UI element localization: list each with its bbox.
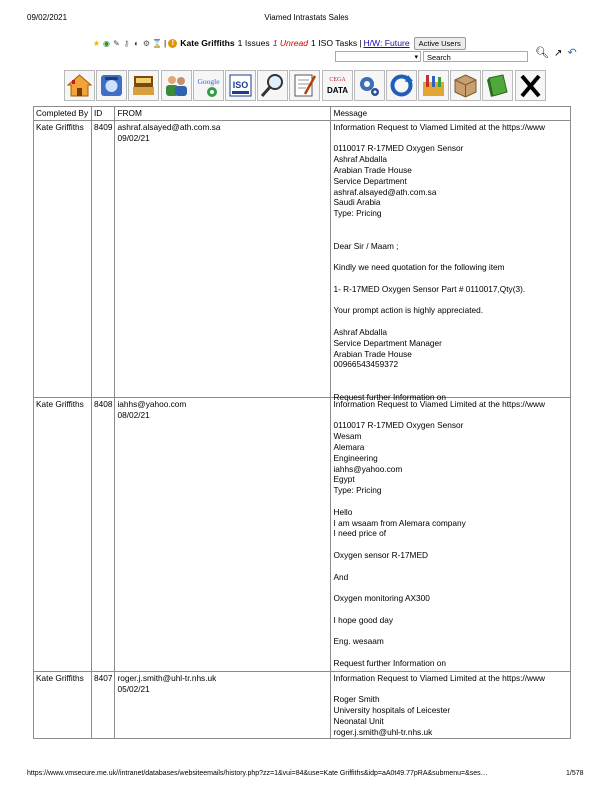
hourglass-icon[interactable]: ⌛	[152, 38, 162, 48]
cell-completed-by: Kate Griffiths	[34, 397, 92, 671]
hw-future-link[interactable]: H/W: Future	[363, 38, 410, 48]
print-header	[0, 13, 613, 25]
toolbar-tools[interactable]	[418, 70, 449, 101]
data-icon	[324, 72, 351, 99]
cell-id: 8409	[92, 120, 115, 397]
globe-icon[interactable]: ◉	[103, 38, 110, 48]
unread-count[interactable]: 1 Unread	[272, 38, 309, 48]
toolbar-search[interactable]	[257, 70, 288, 101]
message-text: Information Request to Viamed Limited at the https://www 0110017 R-17MED Oxygen Sensor Ashraf Abdalla Arabian Trade House Service Department ashraf.alsayed@ath.com.sa Saudi Arabia Type: Pricing Dear Sir / Maam ; Kindly we need quotation for the following item 1- R-17MED Oxygen Sensor Part # 0110017,Qty(3). Your prompt action is highly appreciated. Ashraf Abdalla Service Department Manager Arabian Trade House 00966543459372 Request further Information on	[333, 121, 545, 402]
svg-text:Google: Google	[197, 77, 220, 86]
toolbar-refresh[interactable]	[386, 70, 417, 101]
col-message[interactable]: Message	[331, 107, 571, 121]
from-date: 09/02/21	[117, 132, 150, 143]
messages-table	[33, 106, 571, 739]
print-date: 09/02/2021	[27, 13, 68, 22]
issues-count[interactable]: 1 Issues	[237, 38, 270, 48]
cell-completed-by: Kate Griffiths	[34, 671, 92, 738]
magnifier-icon	[259, 72, 286, 99]
home-icon	[66, 72, 93, 99]
toolbar-book[interactable]	[482, 70, 513, 101]
user-bar	[92, 36, 466, 50]
search-row	[335, 51, 528, 62]
cell-message	[331, 397, 571, 671]
col-id[interactable]: ID	[92, 107, 115, 121]
svg-text:DATA: DATA	[326, 86, 348, 95]
key-icon[interactable]: ⚷	[123, 38, 130, 48]
external-link-icon[interactable]: ↗	[554, 48, 563, 59]
cell-id: 8407	[92, 671, 115, 738]
notepad-icon	[291, 72, 318, 99]
cell-from	[115, 671, 331, 738]
toolbar-settings[interactable]	[354, 70, 385, 101]
from-email[interactable]: iahhs@yahoo.com	[117, 398, 187, 409]
toolbar-home[interactable]	[64, 70, 95, 101]
pen-icon[interactable]: ✎	[113, 38, 120, 48]
col-from[interactable]: FROM	[115, 107, 331, 121]
moon-icon[interactable]: ◐	[134, 38, 139, 48]
message-text: Information Request to Viamed Limited at the https://www Roger Smith University hospitals of Leicester Neonatal Unit roger.j.smith@uhl-tr.nhs.uk	[333, 672, 545, 737]
table-row[interactable]	[34, 671, 571, 738]
page-tools	[535, 46, 579, 59]
cell-from	[115, 397, 331, 671]
iso-icon	[227, 72, 254, 99]
book-icon	[484, 72, 511, 99]
print-title: Viamed Intrastats Sales	[264, 13, 349, 22]
toolbar-till[interactable]	[128, 70, 159, 101]
search-select[interactable]	[335, 51, 421, 62]
table-header-row	[34, 107, 571, 121]
close-x-icon	[517, 72, 544, 99]
search-input[interactable]: Search	[423, 51, 528, 62]
table-row[interactable]	[34, 120, 571, 397]
main-toolbar	[64, 70, 546, 101]
print-url: https://www.vmsecure.me.uk//intranet/databases/websiteemails/history.php?zz=1&vui=84&use=Kate Griffiths&idp=aA0t49.77pRA&submenu=&ses…	[27, 770, 488, 777]
magnifier-icon[interactable]: 🔍︎	[535, 47, 549, 59]
from-date: 08/02/21	[117, 409, 150, 420]
table-row[interactable]	[34, 397, 571, 671]
svg-text:ISO: ISO	[232, 80, 249, 90]
cell-completed-by: Kate Griffiths	[34, 120, 92, 397]
phone-icon	[98, 72, 125, 99]
cash-register-icon	[130, 72, 157, 99]
user-name: Kate Griffiths	[180, 38, 235, 48]
message-text: Information Request to Viamed Limited at the https://www 0110017 R-17MED Oxygen Sensor Wesam Alemara Engineering iahhs@yahoo.com Egypt Type: Pricing Hello I am wsaam from Alemara company I need price of Oxygen sensor R-17MED And Oxygen monitoring AX300 I hope good day Eng. wesaam Request further Information on	[333, 398, 545, 668]
bar-separator: |	[164, 38, 167, 48]
from-email[interactable]: roger.j.smith@uhl-tr.nhs.uk	[117, 672, 217, 683]
print-page-number: 1/578	[566, 770, 584, 777]
toolbar-notes[interactable]	[289, 70, 320, 101]
gears-icon	[356, 72, 383, 99]
svg-text:CEGA: CEGA	[328, 77, 346, 83]
toolbar-users[interactable]	[161, 70, 192, 101]
bar-separator: |	[359, 38, 362, 48]
toolbar-data[interactable]	[322, 70, 353, 101]
col-completed-by[interactable]: Completed By	[34, 107, 92, 121]
cell-id: 8408	[92, 397, 115, 671]
users-icon	[163, 72, 190, 99]
active-users-button[interactable]: Active Users	[414, 37, 466, 50]
toolbar-box[interactable]	[450, 70, 481, 101]
cell-message	[331, 671, 571, 738]
back-arrow-icon[interactable]: ↶	[567, 47, 577, 59]
toolbar-phone[interactable]	[96, 70, 127, 101]
toolbar-google[interactable]	[193, 70, 224, 101]
cell-from	[115, 120, 331, 397]
from-date: 05/02/21	[117, 683, 150, 694]
iso-tasks[interactable]: 1 ISO Tasks	[311, 38, 358, 48]
google-icon	[195, 72, 222, 99]
tools-folder-icon	[420, 72, 447, 99]
toolbar-close[interactable]	[515, 70, 546, 101]
cell-message	[331, 120, 571, 402]
gear-icon[interactable]: ⚙	[142, 38, 151, 48]
box-icon	[452, 72, 479, 99]
chevron-down-icon: ▾	[414, 54, 418, 61]
toolbar-iso[interactable]	[225, 70, 256, 101]
refresh-icon	[388, 72, 415, 99]
info-icon[interactable]: !	[168, 39, 177, 48]
star-icon[interactable]: ★	[92, 38, 101, 48]
from-email[interactable]: ashraf.alsayed@ath.com.sa	[117, 121, 221, 132]
